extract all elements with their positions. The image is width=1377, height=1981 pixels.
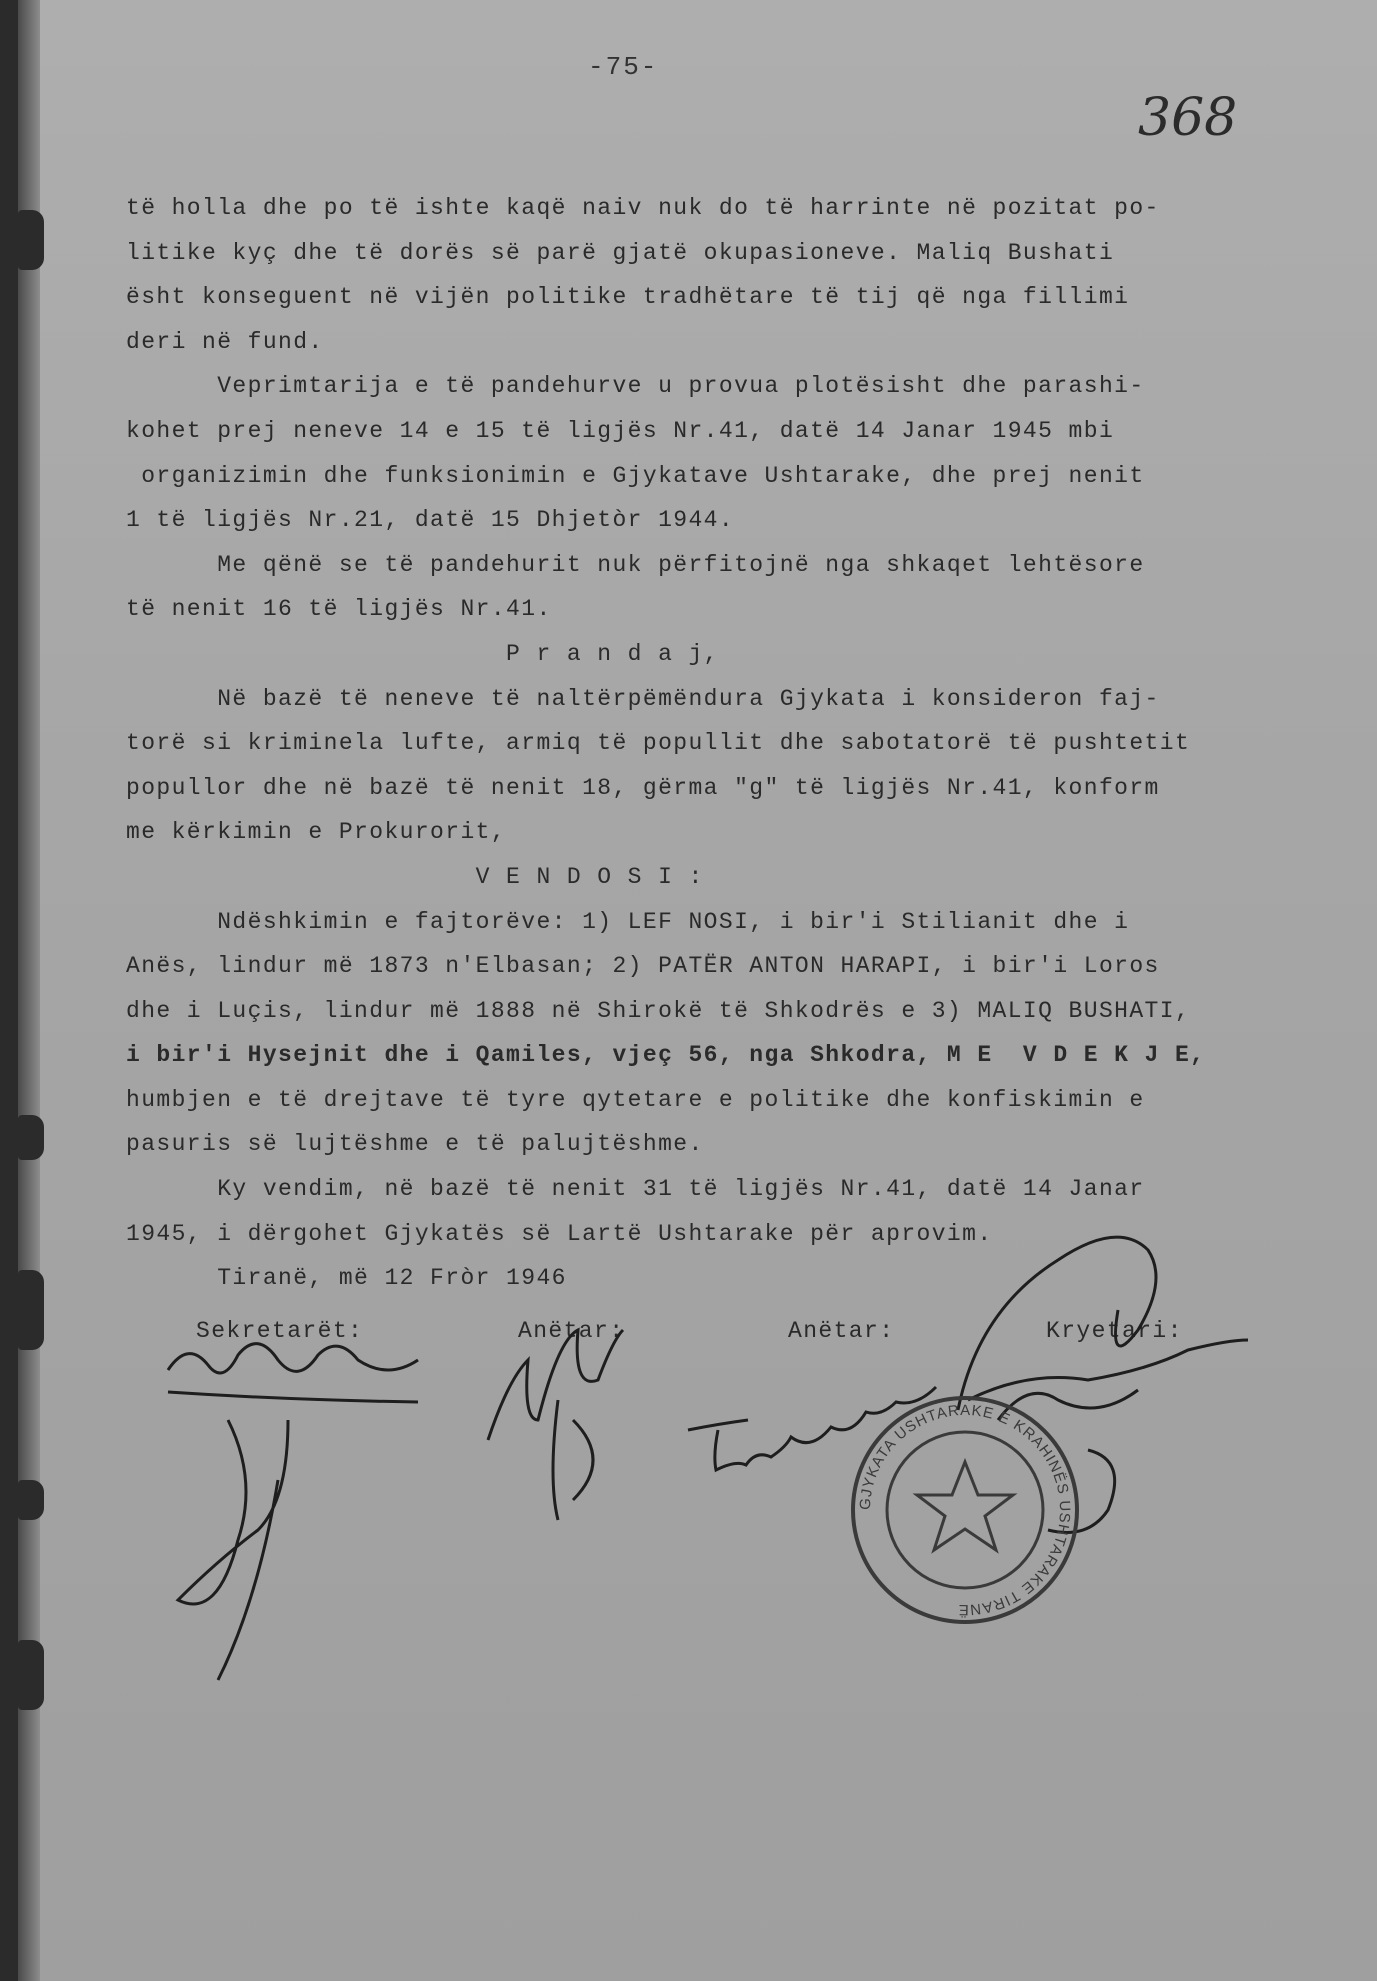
date-line: Tiranë, më 12 Fròr 1946 xyxy=(126,1265,567,1292)
text-line: Anës, lindur më 1873 n'Elbasan; 2) PATËR ANTON HARAPI, i bir'i Loros xyxy=(126,953,1160,980)
text-line: Në bazë të neneve të naltërpëmëndura Gjykata i konsideron faj- xyxy=(126,685,1160,712)
folio-number: 368 xyxy=(1138,88,1238,148)
handwritten-signature xyxy=(168,1344,418,1402)
text-line: humbjen e të drejtave të tyre qytetare e politike dhe konfiskimin e xyxy=(126,1086,1145,1113)
text-line: popullor dhe në bazë të nenit 18, gërma "g" të ligjës Nr.41, konform xyxy=(126,774,1160,801)
chairman-label: Kryetari: xyxy=(1046,1318,1183,1344)
text-line: me kërkimin e Prokurorit, xyxy=(126,819,507,846)
section-heading-vendosi: V E N D O S I : xyxy=(126,863,704,890)
text-line: dhe i Luçis, lindur më 1888 në Shirokë të Shkodrës e 3) MALIQ BUSHATI, xyxy=(126,997,1191,1024)
member-label: Anëtar: xyxy=(518,1318,625,1344)
text-line: 1 të ligjës Nr.21, datë 15 Dhjetòr 1944. xyxy=(126,507,735,534)
document-page xyxy=(18,0,1377,1981)
handwritten-signature xyxy=(958,1237,1248,1532)
text-line: të nenit 16 të ligjës Nr.41. xyxy=(126,596,552,623)
text-line: pasuris së lujtëshme e të palujtëshme. xyxy=(126,1131,704,1158)
text-line: Ky vendim, në bazë të nenit 31 të ligjës Nr.41, datë 14 Janar xyxy=(126,1176,1145,1203)
text-line: torë si kriminela lufte, armiq të popullit dhe sabotatorë të pushtetit xyxy=(126,730,1191,757)
text-line: organizimin dhe funksionimin e Gjykatave Ushtarake, dhe prej nenit xyxy=(126,462,1145,489)
text-line: Me qënë se të pandehurit nuk përfitojnë nga shkaqet lehtësore xyxy=(126,551,1145,578)
text-line: 1945, i dërgohet Gjykatës së Lartë Ushtarake për aprovim. xyxy=(126,1220,993,1247)
text-line: i bir'i Hysejnit dhe i Qamiles, vjeç 56, nga Shkodra, M E V D E K J E, xyxy=(126,1042,1206,1069)
handwritten-signature xyxy=(488,1330,623,1520)
handwritten-signature xyxy=(178,1420,288,1680)
text-line: Ndëshkimin e fajtorëve: 1) LEF NOSI, i bir'i Stilianit dhe i xyxy=(126,908,1130,935)
text-line: të holla dhe po të ishte kaqë naiv nuk do të harrinte në pozitat po- xyxy=(126,195,1160,221)
signatures-and-stamp xyxy=(18,0,1377,1981)
member-label: Anëtar: xyxy=(788,1318,895,1344)
text-line: deri në fund. xyxy=(126,328,324,355)
text-line: ësht konseguent në vijën politike tradhëtare të tij që nga fillimi xyxy=(126,284,1130,311)
svg-text:GJYKATA USHTARAKE E KRAHINËS U: GJYKATA USHTARAKE E KRAHINËS USHTARAKE TIRANË xyxy=(856,1401,1074,1619)
secretaries-label: Sekretarët: xyxy=(196,1318,364,1344)
page-number: -75- xyxy=(588,52,659,82)
text-line: kohet prej neneve 14 e 15 të ligjës Nr.41, datë 14 Janar 1945 mbi xyxy=(126,417,1115,444)
official-stamp xyxy=(853,1398,1077,1622)
text-line: Veprimtarija e të pandehurve u provua plotësisht dhe parashi- xyxy=(126,373,1145,400)
text-line: litike kyç dhe të dorës së parë gjatë okupasioneve. Maliq Bushati xyxy=(126,239,1115,266)
section-heading-prandaj: P r a n d a j, xyxy=(126,640,719,667)
